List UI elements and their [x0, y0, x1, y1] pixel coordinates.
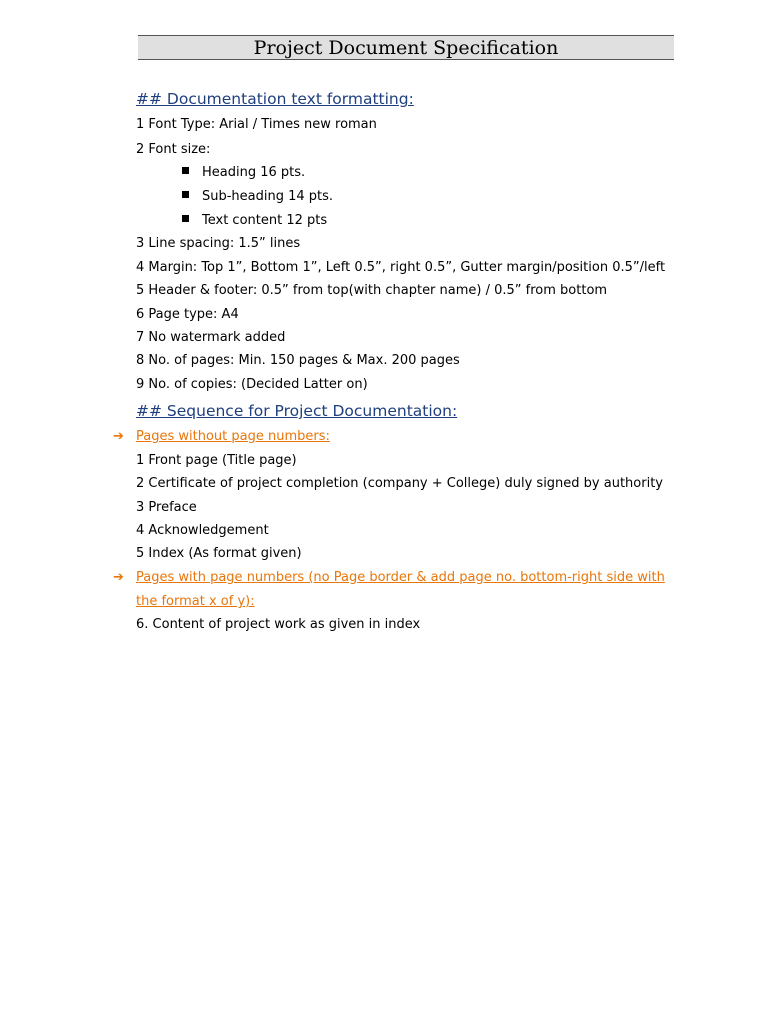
spec-item-font-size: 2 Font size: [136, 142, 211, 157]
square-bullet-icon [182, 215, 189, 222]
group-label-without-page-numbers: Pages without page numbers: [136, 429, 330, 444]
square-bullet-icon [182, 167, 189, 174]
group-label-with-page-numbers-line1: Pages with page numbers (no Page border & add page no. bottom-right side with [136, 570, 665, 585]
section-heading-text-formatting: ## Documentation text formatting: [136, 90, 414, 108]
arrow-right-icon: ➔ [113, 570, 124, 585]
document-title: Project Document Specification [138, 35, 674, 60]
section-heading-sequence: ## Sequence for Project Documentation: [136, 402, 458, 420]
sequence-item-front-page: 1 Front page (Title page) [136, 453, 297, 468]
spec-item-line-spacing: 3 Line spacing: 1.5” lines [136, 236, 301, 251]
sequence-item-acknowledgement: 4 Acknowledgement [136, 523, 269, 538]
sequence-item-preface: 3 Preface [136, 500, 197, 515]
arrow-right-icon: ➔ [113, 429, 124, 444]
bullet-text: Text content 12 pts [202, 213, 328, 228]
bullet-text: Sub-heading 14 pts. [202, 189, 334, 204]
spec-item-watermark: 7 No watermark added [136, 330, 286, 345]
spec-item-font-type: 1 Font Type: Arial / Times new roman [136, 117, 377, 132]
spec-item-pages: 8 No. of pages: Min. 150 pages & Max. 200 pages [136, 353, 460, 368]
spec-item-page-type: 6 Page type: A4 [136, 307, 239, 322]
group-label-with-page-numbers-line2: the format x of y): [136, 594, 255, 609]
font-size-bullet-heading [182, 164, 305, 182]
font-size-bullet-subheading [182, 188, 333, 206]
spec-item-header-footer: 5 Header & footer: 0.5” from top(with chapter name) / 0.5” from bottom [136, 283, 608, 298]
spec-item-copies: 9 No. of copies: (Decided Latter on) [136, 377, 368, 392]
sequence-item-certificate: 2 Certificate of project completion (company + College) duly signed by authority [136, 476, 663, 491]
square-bullet-icon [182, 191, 189, 198]
bullet-text: Heading 16 pts. [202, 165, 306, 180]
sequence-item-index: 5 Index (As format given) [136, 546, 302, 561]
font-size-bullet-text-content [182, 212, 327, 230]
sequence-item-content: 6. Content of project work as given in index [136, 617, 421, 632]
spec-item-margin: 4 Margin: Top 1”, Bottom 1”, Left 0.5”, right 0.5”, Gutter margin/position 0.5”/left [136, 260, 666, 275]
